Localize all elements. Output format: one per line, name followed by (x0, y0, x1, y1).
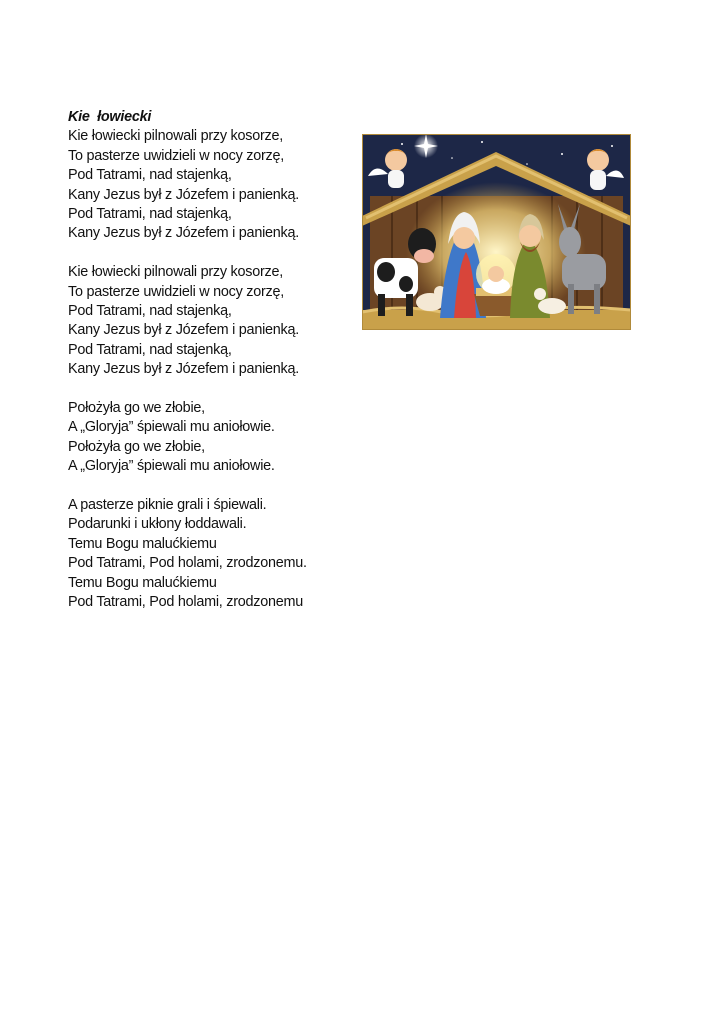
lyric-line: Kany Jezus był z Józefem i panienką. (68, 322, 299, 339)
lyric-line: Kie łowiecki pilnowali przy kosorze, (68, 128, 283, 145)
lyric-line: A „Gloryja” śpiewali mu aniołowie. (68, 419, 275, 436)
lyric-line: To pasterze uwidzieli w nocy zorzę, (68, 283, 284, 300)
song-title: Kie łowiecki (68, 109, 152, 125)
stanza-3 (68, 399, 368, 477)
lyric-line: Pod Tatrami, nad stajenką, (68, 303, 232, 320)
lyric-line: Podarunki i ukłony łoddawali. (68, 516, 247, 533)
lyric-line: Pod Tatrami, nad stajenką, (68, 167, 232, 184)
lyric-line: Temu Bogu malućkiemu (68, 535, 217, 552)
nativity-scene-image (362, 134, 631, 330)
lyric-line: Temu Bogu malućkiemu (68, 574, 217, 591)
stanza-4 (68, 496, 368, 612)
lyric-line: Pod Tatrami, nad stajenką, (68, 206, 232, 223)
lyric-line: To pasterze uwidzieli w nocy zorzę, (68, 147, 284, 164)
lyric-line: A pasterze piknie grali i śpiewali. (68, 497, 267, 514)
lyric-line: Kany Jezus był z Józefem i panienką. (68, 186, 299, 203)
lyric-line: Pod Tatrami, Pod holami, zrodzonemu (68, 594, 303, 611)
lyric-line: Pod Tatrami, Pod holami, zrodzonemu. (68, 555, 307, 572)
nativity-illustration (362, 134, 631, 330)
lyric-line: Kie łowiecki pilnowali przy kosorze, (68, 264, 283, 281)
lyric-line: Pod Tatrami, nad stajenką, (68, 341, 232, 358)
lyric-line: Kany Jezus był z Józefem i panienką. (68, 225, 299, 242)
lyric-line: Położyła go we złobie, (68, 438, 205, 455)
stanza-2 (68, 263, 368, 379)
star-icon (414, 134, 438, 158)
song-lyrics (68, 108, 368, 632)
stanza-1 (68, 127, 368, 243)
lyric-line: Położyła go we złobie, (68, 400, 205, 417)
lyric-line: Kany Jezus był z Józefem i panienką. (68, 361, 299, 378)
lyric-line: A „Gloryja” śpiewali mu aniołowie. (68, 458, 275, 475)
